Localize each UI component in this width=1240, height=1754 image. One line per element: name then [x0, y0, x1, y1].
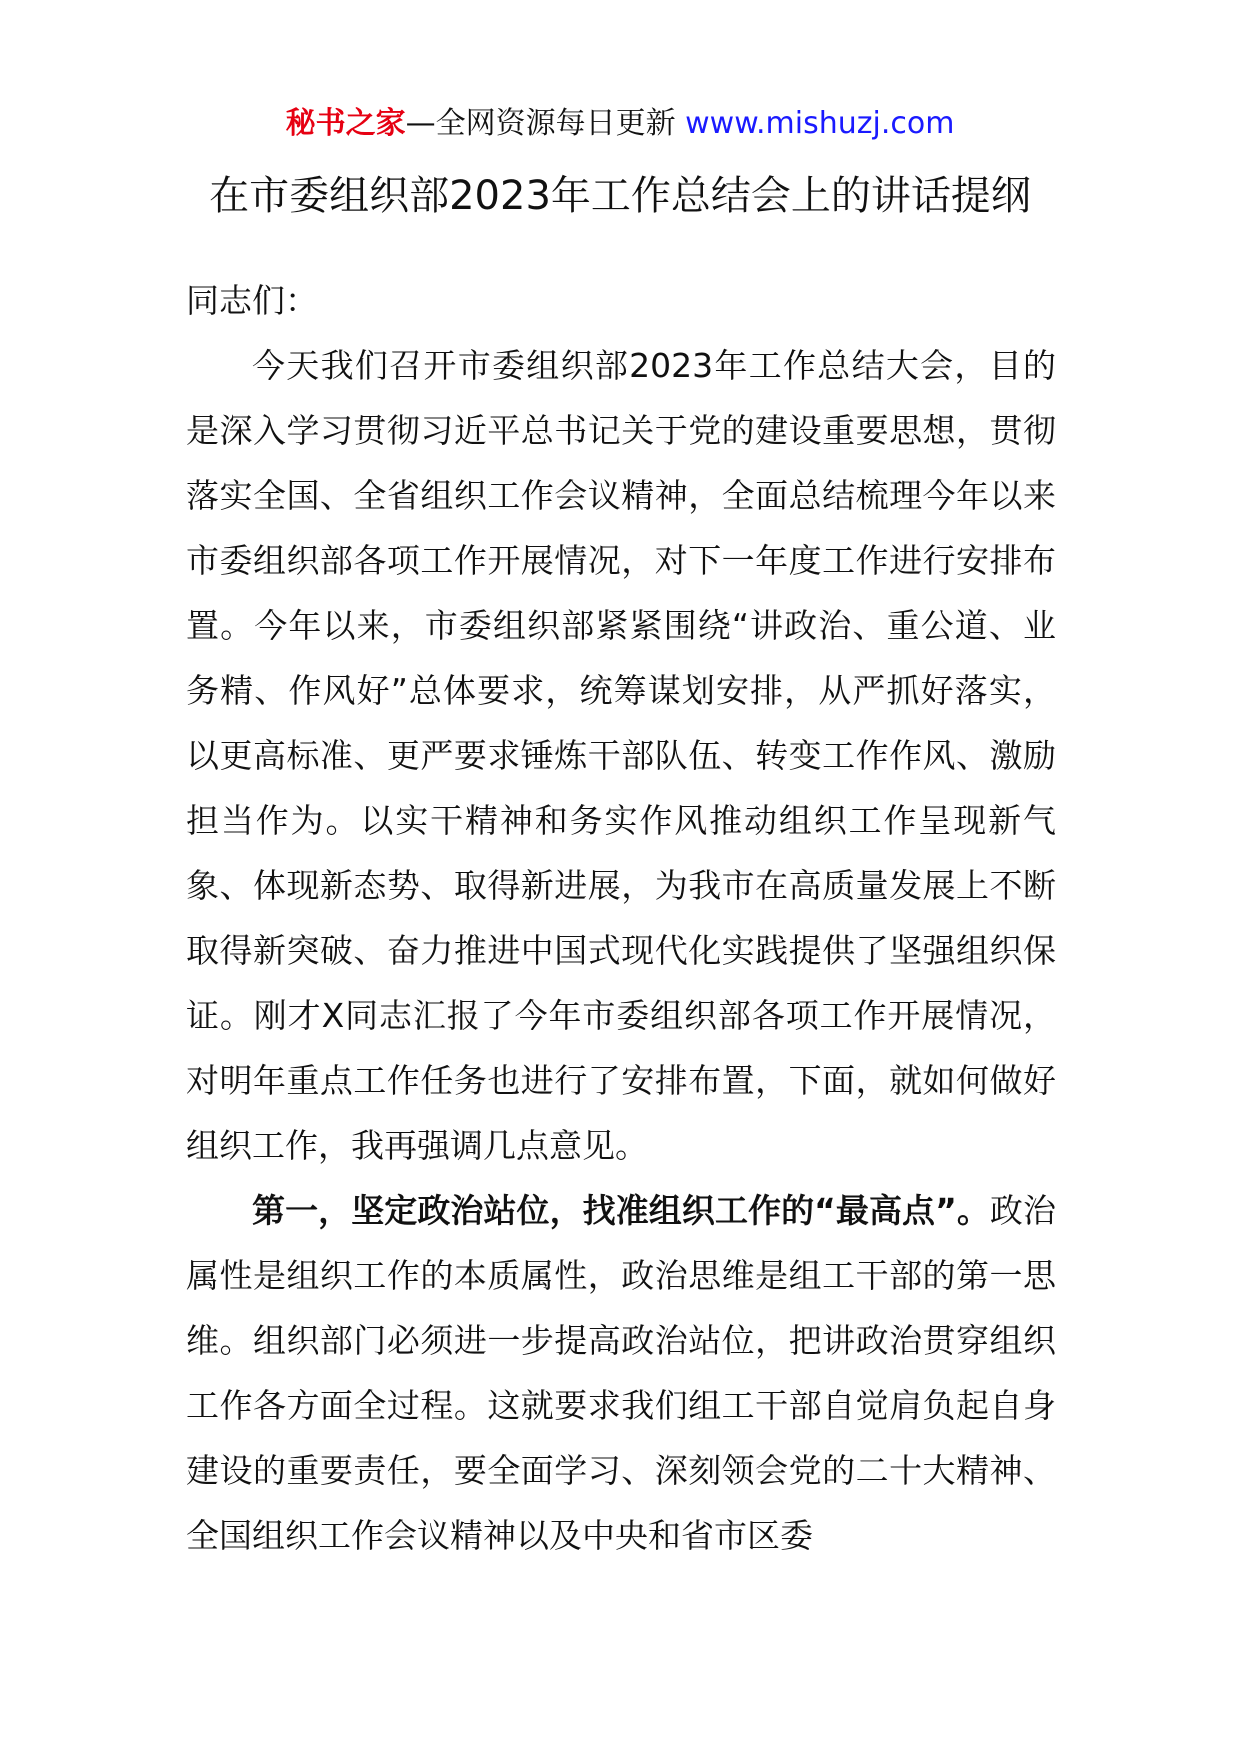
- salutation: 同志们：: [186, 281, 318, 320]
- site-url-link[interactable]: www.mishuzj.com: [685, 106, 955, 141]
- document-title: 在市委组织部2023年工作总结会上的讲话提纲: [209, 173, 1031, 219]
- site-header: [0, 104, 1240, 144]
- paragraph-intro: 今天我们召开市委组织部2023年工作总结大会，目的是深入学习贯彻习近平总书记关于党的建设重要思想，贯彻落实全国、全省组织工作会议精神，全面总结梳理今年以来市委组织部各项工作开展情况，对下一年度工作进行安排布置。今年以来，市委组织部紧紧围绕“讲政治、重公道、业务精、作风好”总体要求，统筹谋划安排，从严抓好落实，以更高标准、更严要求锤炼干部队伍、转变工作作风、激励担当作为。以实干精神和务实作风推动组织工作呈现新气象、体现新态势、取得新进展，为我市在高质量发展上不断取得新突破、奋力推进中国式现代化实践提供了坚强组织保证。刚才X同志汇报了今年市委组织部各项工作开展情况，对明年重点工作任务也进行了安排布置，下面，就如何做好组织工作，我再强调几点意见。: [186, 346, 1056, 1165]
- first-point-heading: 第一，坚定政治站位，找准组织工作的“最高点”。: [252, 1191, 990, 1230]
- document-body: [186, 268, 1056, 1568]
- site-tagline: —全网资源每日更新: [405, 106, 686, 141]
- site-brand: 秘书之家: [285, 106, 406, 141]
- first-point-body: 政治属性是组织工作的本质属性，政治思维是组工干部的第一思维。组织部门必须进一步提高政治站位，把讲政治贯穿组织工作各方面全过程。这就要求我们组工干部自觉肩负起自身建设的重要责任，要全面学习、深刻领会党的二十大精神、全国组织工作会议精神以及中央和省市区委: [186, 1191, 1056, 1555]
- paragraph-first-point: [186, 1178, 1056, 1568]
